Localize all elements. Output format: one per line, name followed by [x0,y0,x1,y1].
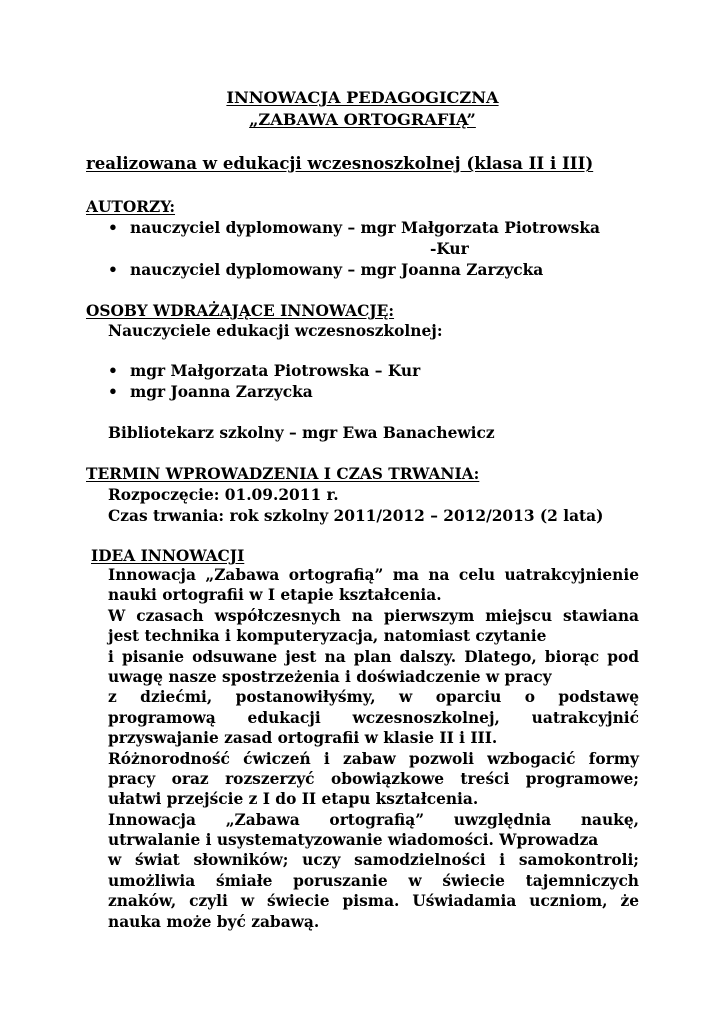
term-start: Rozpoczęcie: 01.09.2011 r. [108,486,339,504]
paragraph-line: przyswajanie zasad ortografii w klasie II i III. [108,729,498,748]
paragraph-line: pracy oraz rozszerzyć obowiązkowe treści programowe; [108,769,639,788]
paragraph-line: umożliwia śmiałe poruszanie w świecie tajemniczych [108,871,639,890]
paragraph-line: Różnorodność ćwiczeń i zabaw pozwoli wzbogacić formy [108,749,639,768]
paragraph-line: utrwalanie i usystematyzowanie wiadomości. Wprowadza [108,831,599,850]
paragraph-line: W czasach współczesnych na pierwszym miejscu stawiana [108,606,639,625]
paragraph-line: znaków, czyli w świecie pisma. Uświadamia uczniom, że [108,892,639,911]
paragraph-line: Innowacja „Zabawa ortografią” ma na celu uatrakcyjnienie [108,566,639,584]
implementers-heading: OSOBY WDRAŻAJĄCE INNOWACJĘ: [86,302,395,320]
implementer-item: • mgr Joanna Zarzycka [130,382,313,403]
paragraph-line: Innowacja „Zabawa ortografią” uwzględnia naukę, [108,810,639,829]
term-heading: TERMIN WPROWADZENIA I CZAS TRWANIA: [86,465,480,483]
document-title: INNOWACJA PEDAGOGICZNA [226,88,499,107]
idea-heading: IDEA INNOWACJI [91,547,245,565]
term-duration: Czas trwania: rok szkolny 2011/2012 – 2012/2013 (2 lata) [108,507,604,525]
author-item-continuation: -Kur [430,240,469,258]
paragraph-line: ułatwi przejście z I do II etapu kształcenia. [108,790,479,809]
innovation-name: „ZABAWA ORTOGRAFIĄ” [249,110,476,129]
authors-heading: AUTORZY: [86,198,176,216]
paragraph-line: nauka może być zabawą. [108,912,320,931]
author-item: • nauczyciel dyplomowany – mgr Joanna Zarzycka [130,260,543,281]
idea-paragraph [108,565,639,932]
paragraph-line: w świat słowników; uczy samodzielności i samokontroli; [108,851,639,870]
implementer-item: • mgr Małgorzata Piotrowska – Kur [130,361,420,382]
author-item: • nauczyciel dyplomowany – mgr Małgorzata Piotrowska [130,218,600,239]
librarian-line: Bibliotekarz szkolny – mgr Ewa Banachewicz [108,424,495,442]
document-subtitle: realizowana w edukacji wczesnoszkolnej (klasa II i III) [86,153,594,173]
paragraph-line: jest technika i komputeryzacja, natomiast czytanie [108,627,547,646]
implementers-intro: Nauczyciele edukacji wczesnoszkolnej: [108,322,443,340]
paragraph-line: programową edukacji wczesnoszkolnej, uatrakcyjnić [108,708,639,727]
paragraph-line: i pisanie odsuwane jest na plan dalszy. Dlatego, biorąc pod [108,647,639,666]
paragraph-line: nauki ortografii w I etapie kształcenia. [108,586,442,605]
paragraph-line: z dziećmi, postanowiłyśmy, w oparciu o podstawę [108,688,639,707]
paragraph-line: uwagę nasze spostrzeżenia i doświadczenie w pracy [108,667,552,686]
